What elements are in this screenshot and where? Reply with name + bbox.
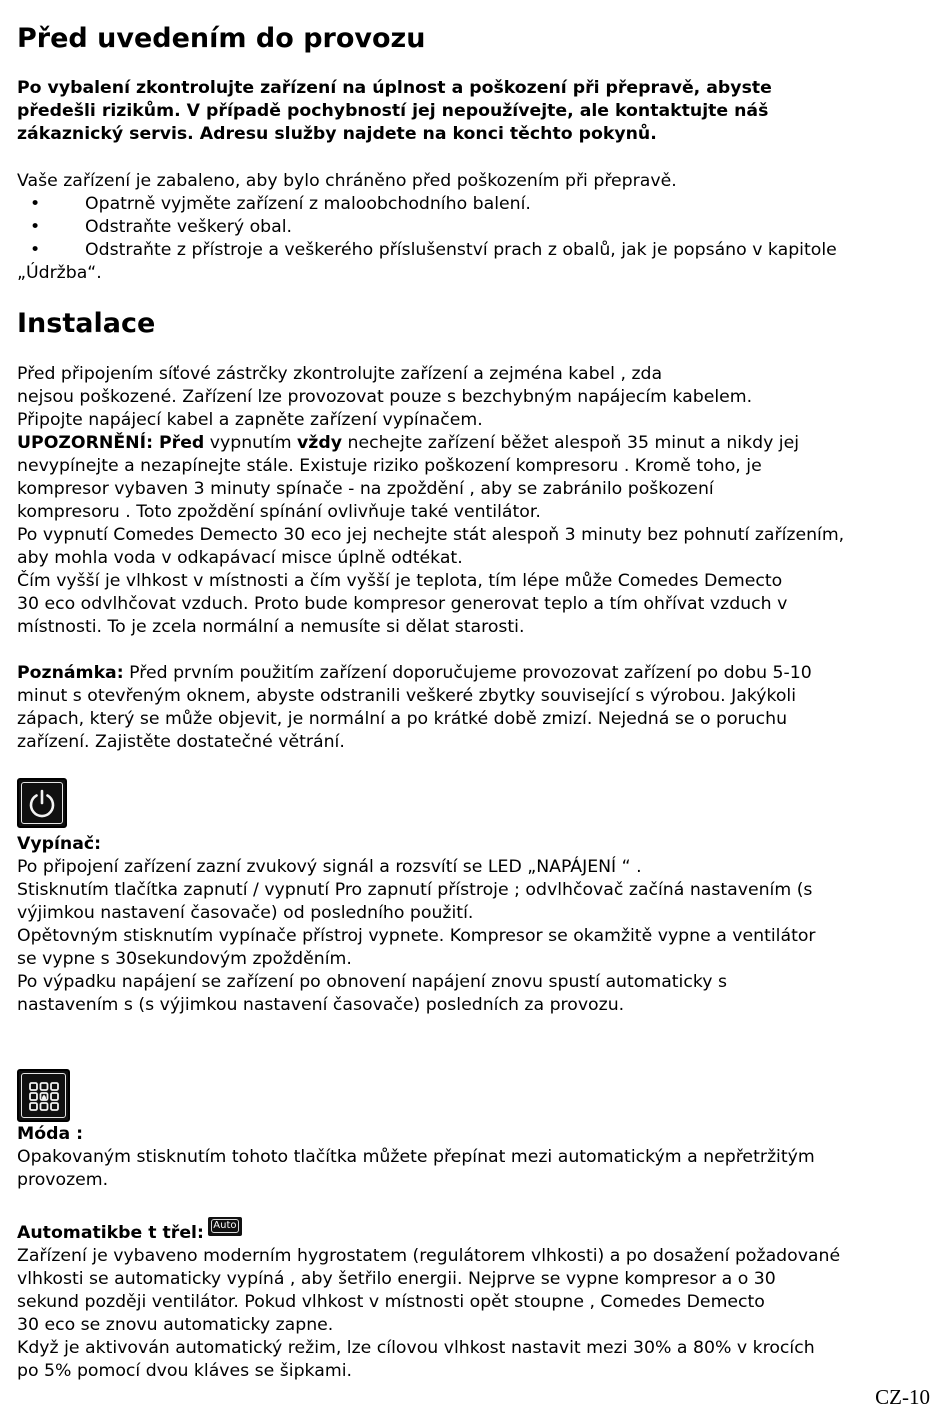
unpacking-steps	[17, 193, 837, 285]
warning-line: Po vybalení zkontrolujte zařízení na úplnost a poškození při přepravě, abyste	[17, 78, 772, 98]
warning-label: UPOZORNĚNÍ: Před	[17, 433, 205, 453]
text-line: nejsou poškozené. Zařízení lze provozovat pouze s bezchybným napájecím kabelem.	[17, 387, 753, 407]
text-line: 30 eco se znovu automaticky zapne.	[17, 1315, 334, 1335]
text-line: kompresor vybaven 3 minuty spínače - na zpoždění , aby se zabránilo poškození	[17, 479, 714, 499]
power-label: Vypínač:	[17, 834, 102, 854]
page-number: CZ-10	[875, 1385, 930, 1409]
power-icon	[17, 778, 67, 828]
list-item-continuation: „Údržba“.	[17, 263, 102, 283]
installation-text	[17, 363, 844, 639]
auto-section	[17, 1217, 840, 1383]
heading-installation: Instalace	[17, 308, 156, 339]
mode-section	[17, 1123, 815, 1192]
text-line: nevypínejte a nezapínejte stále. Existuje riziko poškození kompresoru . Kromě toho, je	[17, 456, 762, 476]
text-line: aby mohla voda v odkapávací misce úplně odtékat.	[17, 548, 463, 568]
text-line: vlhkosti se automaticky vypíná , aby šetřilo energii. Nejprve se vypne kompresor a o 30	[17, 1269, 776, 1289]
text-line: Po výpadku napájení se zařízení po obnovení napájení znovu spustí automaticky s	[17, 972, 727, 992]
text-line: Opětovným stisknutím vypínače přístroj vypnete. Kompresor se okamžitě vypne a ventilátor	[17, 926, 816, 946]
list-item: • Odstraňte z přístroje a veškerého příslušenství prach z obalů, jak je popsáno v kapitole „Údržba“.	[17, 240, 837, 283]
text-line: místnosti. To je zcela normální a nemusíte si dělat starosti.	[17, 617, 525, 637]
text-line: Před připojením síťové zástrčky zkontrolujte zařízení a zejména kabel , zda	[17, 364, 663, 384]
text-line: sekund později ventilátor. Pokud vlhkost v místnosti opět stoupne , Comedes Demecto	[17, 1292, 765, 1312]
unpacking-warning	[17, 77, 772, 146]
list-item: • Opatrně vyjměte zařízení z maloobchodního balení.	[30, 194, 531, 214]
emphasis: vždy	[297, 433, 342, 453]
text-line: Připojte napájecí kabel a zapněte zařízení vypínačem.	[17, 410, 483, 430]
text-line: zápach, který se může objevit, je normální a po krátké době zmizí. Nejedná se o poruchu	[17, 709, 788, 729]
text-line: kompresoru . Toto zpoždění spínání ovlivňuje také ventilátor.	[17, 502, 541, 522]
text-line: Po vypnutí Comedes Demecto 30 eco jej nechejte stát alespoň 3 minuty bez pohnutí zařízením,	[17, 525, 845, 545]
text-line: Čím vyšší je vlhkost v místnosti a čím vyšší je teplota, tím lépe může Comedes Demecto	[17, 571, 783, 591]
text-line: zařízení. Zajistěte dostatečné větrání.	[17, 732, 345, 752]
text-line: Zařízení je vybaveno moderním hygrostatem (regulátorem vlhkosti) a po dosažení požadované	[17, 1246, 841, 1266]
text-line: nastavením s (s výjimkou nastavení časovače) posledních za provozu.	[17, 995, 625, 1015]
packaging-intro: Vaše zařízení je zabaleno, aby bylo chráněno před poškozením při přepravě.	[17, 171, 677, 191]
text-line: provozem.	[17, 1170, 109, 1190]
text-line: minut s otevřeným oknem, abyste odstranili veškeré zbytky související s výrobou. Jakýkoli	[17, 686, 797, 706]
text-line: výjimkou nastavení časovače) od posledního použití.	[17, 903, 474, 923]
note-label: Poznámka:	[17, 663, 124, 683]
note-paragraph: Poznámka: Před prvním použitím zařízení doporučujeme provozovat zařízení po dobu 5-10 minut s otevřeným oknem, abyste odstranili veškeré zbytky související s výrobou. Jakýkoli zápach, který se může objevit, je normální a po krátké době zmizí. Nejedná se o poruchu zařízení. Zajistěte dostatečné větrání.	[17, 663, 812, 752]
text-line: 30 eco odvlhčovat vzduch. Proto bude kompresor generovat teplo a tím ohřívat vzduch v	[17, 594, 788, 614]
power-section	[17, 833, 816, 1017]
text-line: se vypne s 30sekundovým zpožděním.	[17, 949, 352, 969]
text-line: Když je aktivován automatický režim, lze cílovou vlhkost nastavit mezi 30% a 80% v krocích	[17, 1338, 815, 1358]
heading-before-use: Před uvedením do provozu	[17, 23, 426, 54]
text-line: Stisknutím tlačítka zapnutí / vypnutí Pro zapnutí přístroje ; odvlhčovač začíná nastavením (s	[17, 880, 813, 900]
warning-line: UPOZORNĚNÍ: Před vypnutím vždy nechejte zařízení běžet alespoň 35 minut a nikdy jej	[17, 433, 800, 453]
list-item: • Odstraňte veškerý obal.	[30, 217, 293, 237]
text-line: Opakovaným stisknutím tohoto tlačítka můžete přepínat mezi automatickým a nepřetržitým	[17, 1147, 815, 1167]
auto-label: Automatikbe t třel:	[17, 1223, 204, 1243]
mode-grid-icon	[17, 1069, 70, 1122]
auto-mode-icon: Auto	[208, 1217, 242, 1236]
mode-label: Móda :	[17, 1124, 84, 1144]
text-line: Po připojení zařízení zazní zvukový signál a rozsvítí se LED „NAPÁJENÍ “ .	[17, 857, 642, 877]
warning-line: předešli rizikům. V případě pochybností jej nepoužívejte, ale kontaktujte náš	[17, 101, 769, 121]
text-line: po 5% pomocí dvou kláves se šipkami.	[17, 1361, 352, 1381]
warning-line: zákaznický servis. Adresu služby najdete na konci těchto pokynů.	[17, 124, 657, 144]
